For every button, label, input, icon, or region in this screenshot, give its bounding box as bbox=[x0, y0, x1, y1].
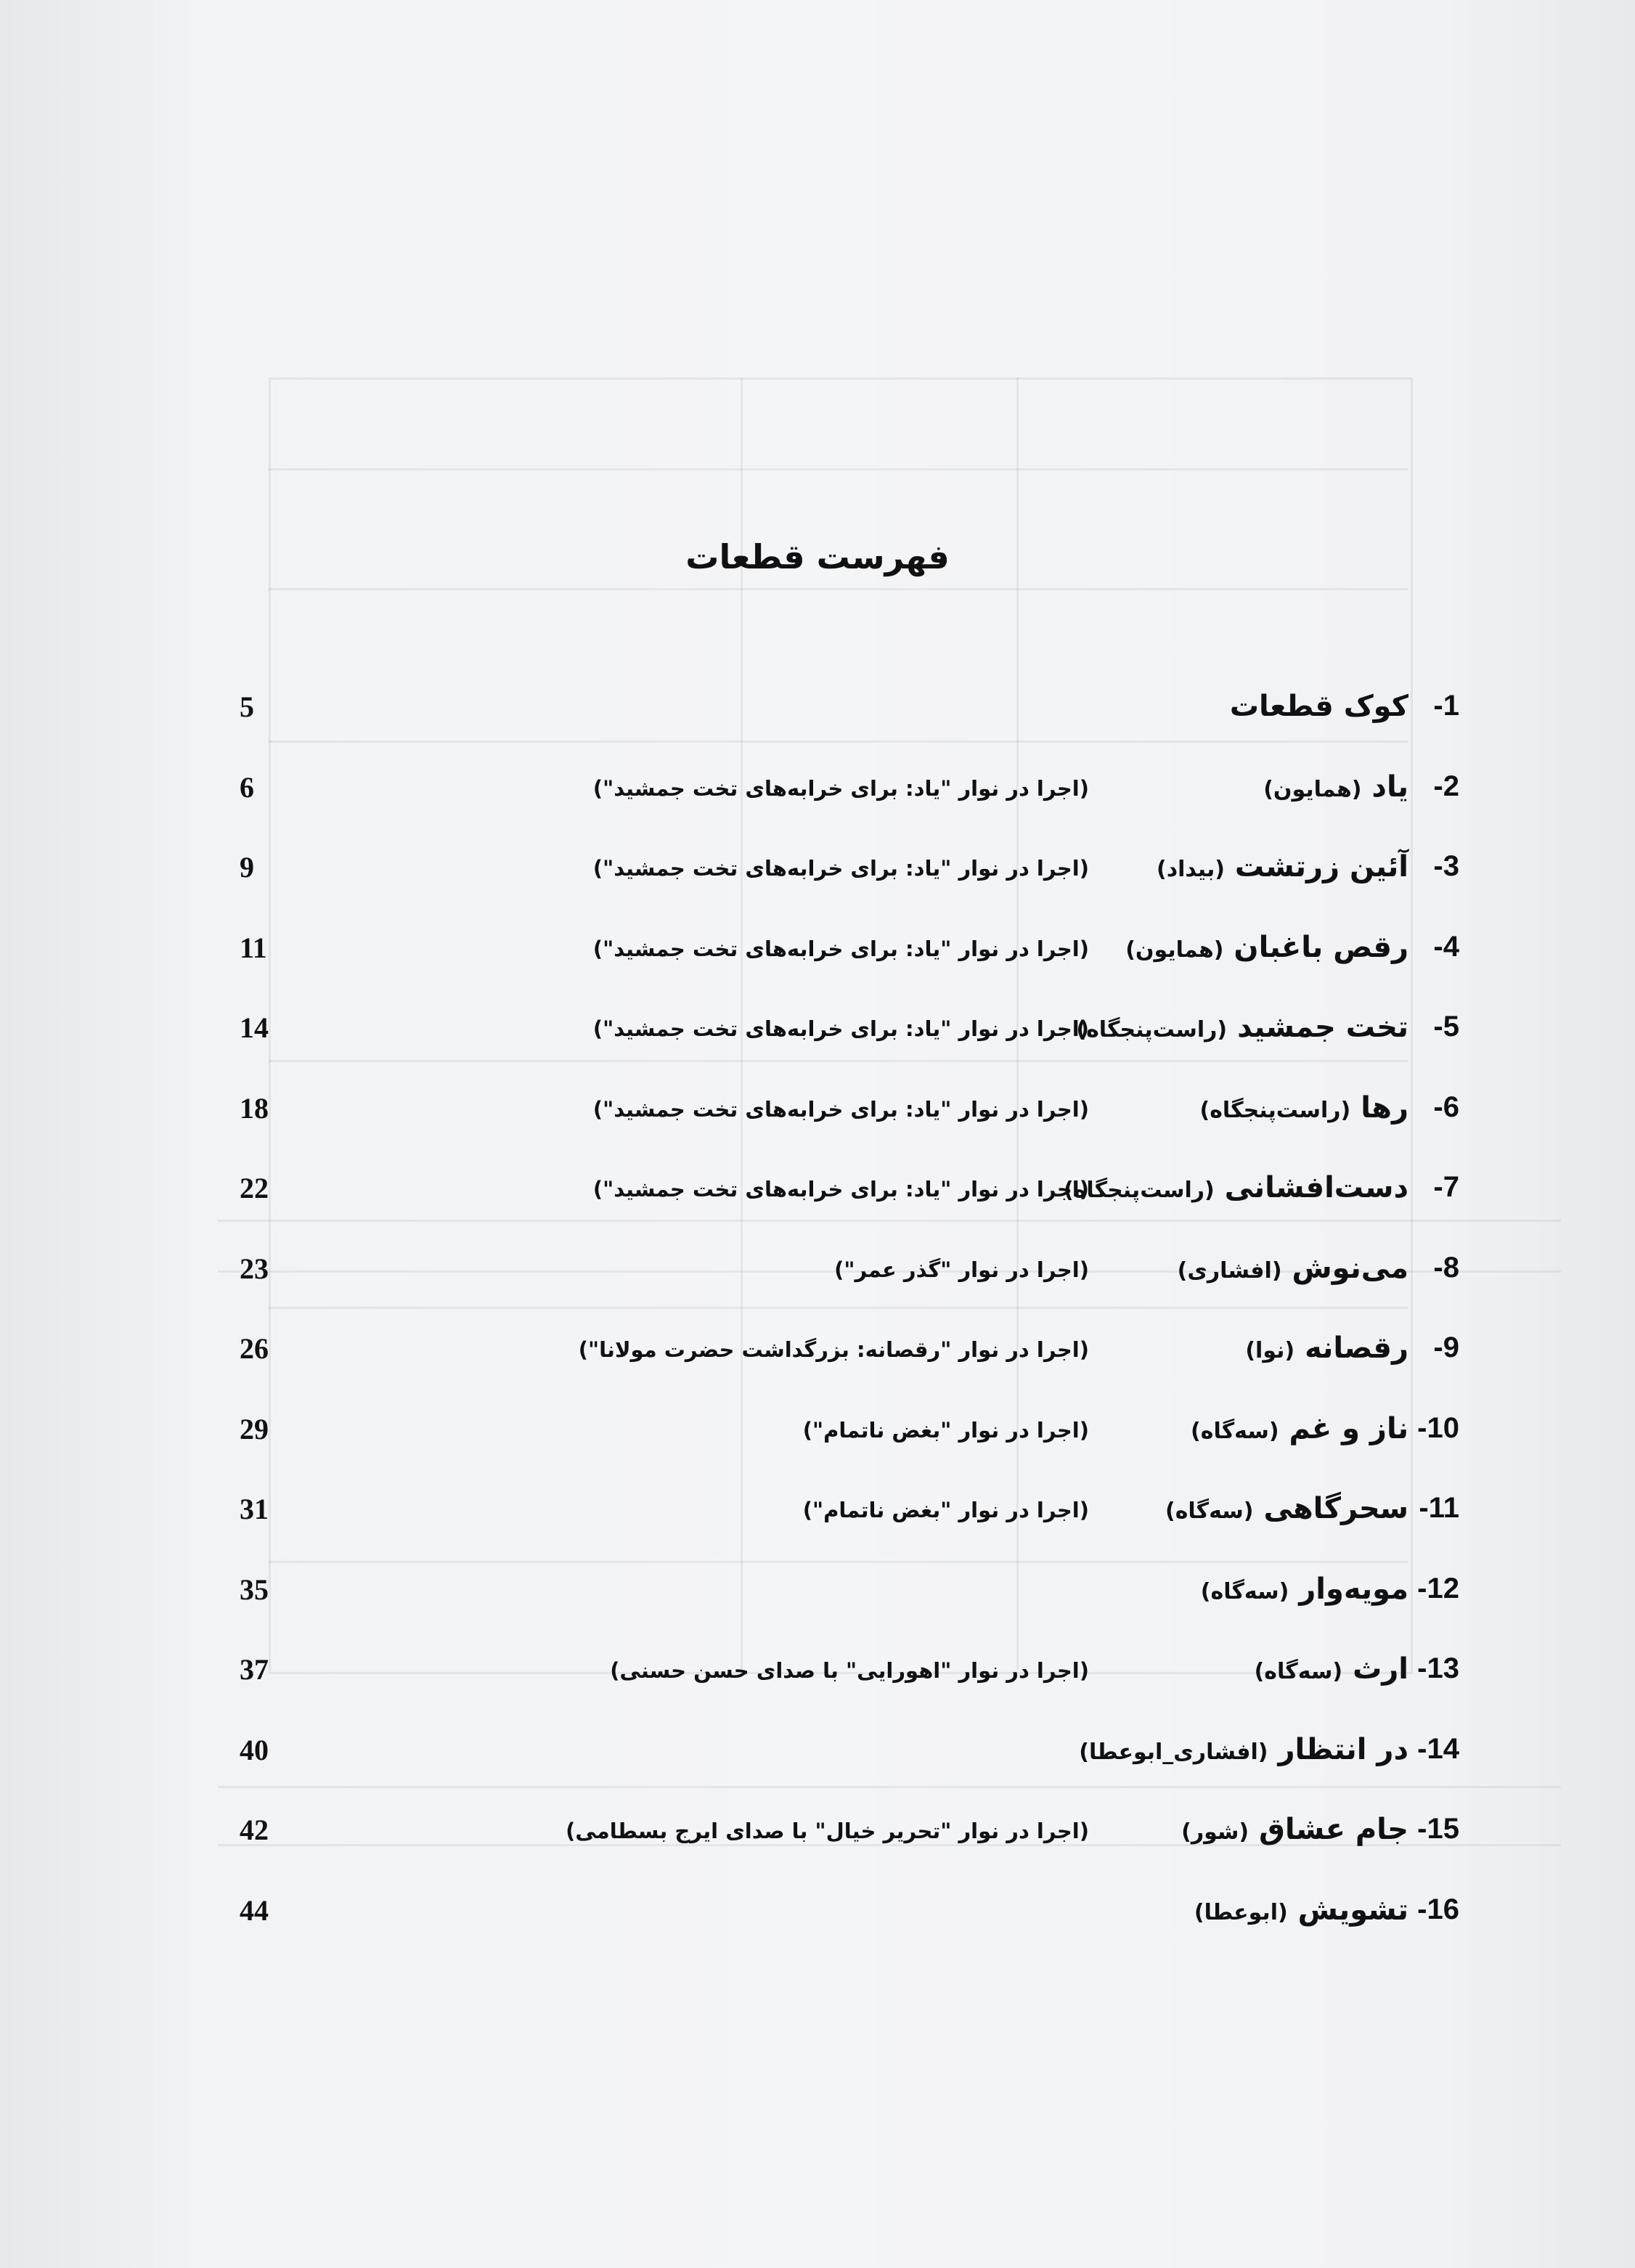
entry-page-number: 29 bbox=[240, 1412, 269, 1445]
entry-mode: (افشاری_ابوعطا) bbox=[1079, 1739, 1268, 1765]
entry-number: 16- bbox=[1417, 1893, 1459, 1925]
entry-number: 1- bbox=[1433, 690, 1459, 722]
show-through-divider bbox=[269, 468, 1408, 470]
toc-entry bbox=[240, 1331, 1459, 1382]
toc-entry bbox=[240, 1171, 1459, 1222]
entry-number: 13- bbox=[1417, 1652, 1459, 1684]
entry-page-number: 35 bbox=[240, 1572, 269, 1606]
entry-number: 12- bbox=[1417, 1572, 1459, 1604]
entry-recording-note: (اجرا در نوار "رقصانه: بزرگداشت حضرت مولانا") bbox=[578, 1337, 1089, 1362]
show-through-staff bbox=[218, 1786, 1561, 1788]
entry-number: 6- bbox=[1433, 1090, 1459, 1123]
entry-recording-note: (اجرا در نوار "یاد: برای خرابه‌های تخت جمشید") bbox=[592, 775, 1089, 801]
entry-recording-note: (اجرا در نوار "یاد: برای خرابه‌های تخت جمشید") bbox=[592, 936, 1089, 961]
entry-number: 14- bbox=[1417, 1732, 1459, 1765]
entry-name: یاد bbox=[1371, 770, 1408, 804]
entry-title bbox=[1178, 1252, 1408, 1285]
toc-entry bbox=[240, 1572, 1459, 1623]
entry-recording-note: (اجرا در نوار "بغض ناتمام") bbox=[802, 1417, 1089, 1443]
entry-number: 2- bbox=[1433, 770, 1459, 802]
entry-page-number: 23 bbox=[240, 1252, 269, 1285]
entry-title bbox=[1201, 1572, 1408, 1606]
entry-mode: (همایون) bbox=[1263, 776, 1362, 802]
entry-number: 5- bbox=[1433, 1011, 1459, 1043]
entry-title bbox=[1194, 1893, 1408, 1927]
entry-number: 15- bbox=[1417, 1813, 1459, 1845]
entry-title bbox=[1181, 1813, 1408, 1846]
toc-entry bbox=[240, 1492, 1459, 1543]
entry-number: 9- bbox=[1433, 1331, 1459, 1363]
entry-mode: (راست‌پنجگاه) bbox=[1063, 1178, 1215, 1203]
entry-recording-note: (اجرا در نوار "یاد: برای خرابه‌های تخت جمشید") bbox=[592, 1096, 1089, 1122]
entry-page-number: 18 bbox=[240, 1091, 269, 1125]
entry-name: ارث bbox=[1353, 1652, 1408, 1686]
entry-title bbox=[1263, 770, 1408, 804]
entry-title bbox=[1079, 1733, 1408, 1766]
entry-mode: (شور) bbox=[1181, 1819, 1249, 1845]
entry-title bbox=[1064, 1171, 1408, 1204]
entry-mode: (سه‌گاه) bbox=[1200, 1578, 1289, 1604]
entry-name: در انتظار bbox=[1278, 1732, 1408, 1766]
entry-recording-note: (اجرا در نوار "بغض ناتمام") bbox=[802, 1498, 1089, 1522]
entry-title bbox=[1191, 1412, 1408, 1445]
entry-name: کوک قطعات bbox=[1229, 690, 1408, 723]
entry-recording-note: (اجرا در نوار "گذر عمر") bbox=[834, 1257, 1089, 1282]
entry-title bbox=[1230, 690, 1408, 723]
entry-number: 10- bbox=[1417, 1411, 1459, 1444]
toc-entry bbox=[240, 770, 1459, 821]
entry-page-number: 26 bbox=[240, 1332, 269, 1365]
entry-title bbox=[1157, 850, 1408, 884]
entry-title bbox=[1165, 1492, 1408, 1525]
entry-mode: (ابوعطا) bbox=[1194, 1899, 1288, 1925]
entry-name: سحرگاهی bbox=[1263, 1492, 1408, 1525]
show-through-divider bbox=[269, 1561, 1408, 1563]
entry-page-number: 37 bbox=[240, 1653, 269, 1686]
entry-name: تخت جمشید bbox=[1237, 1011, 1408, 1044]
entry-page-number: 11 bbox=[240, 931, 267, 964]
entry-name: رقص باغبان bbox=[1234, 930, 1408, 964]
toc-entry bbox=[240, 690, 1459, 741]
entry-page-number: 14 bbox=[240, 1011, 269, 1044]
toc-entry bbox=[240, 1733, 1459, 1784]
entry-page-number: 44 bbox=[240, 1893, 269, 1927]
entry-page-number: 9 bbox=[240, 851, 254, 884]
entry-number: 8- bbox=[1433, 1251, 1459, 1284]
entry-page-number: 31 bbox=[240, 1493, 269, 1525]
toc-entry bbox=[240, 1893, 1459, 1944]
show-through-divider bbox=[269, 741, 1408, 743]
toc-entry bbox=[240, 1813, 1459, 1864]
entry-page-number: 22 bbox=[240, 1172, 269, 1204]
entry-number: 7- bbox=[1433, 1171, 1459, 1203]
toc-entry bbox=[240, 1091, 1459, 1142]
entry-number: 4- bbox=[1433, 930, 1459, 963]
entry-title bbox=[1125, 931, 1408, 964]
entry-mode: (راست‌پنجگاه) bbox=[1199, 1097, 1351, 1123]
toc-entry bbox=[240, 1412, 1459, 1463]
entry-name: جام عشاق bbox=[1259, 1813, 1408, 1846]
entry-page-number: 5 bbox=[240, 690, 254, 723]
entry-mode: (بیداد) bbox=[1157, 857, 1225, 882]
entry-mode: (سه‌گاه) bbox=[1254, 1659, 1343, 1684]
entry-recording-note: (اجرا در نوار "اهورایی" با صدای حسن حسنی) bbox=[610, 1658, 1089, 1683]
toc-entry bbox=[240, 1652, 1459, 1703]
entry-page-number: 42 bbox=[240, 1814, 269, 1846]
toc-entry bbox=[240, 850, 1459, 901]
entry-mode: (افشاری) bbox=[1177, 1257, 1282, 1284]
entry-mode: (همایون) bbox=[1125, 937, 1224, 963]
entry-mode: (سه‌گاه) bbox=[1165, 1498, 1254, 1524]
entry-mode: (راست‌پنجگاه) bbox=[1076, 1017, 1228, 1043]
entry-recording-note: (اجرا در نوار "یاد: برای خرابه‌های تخت جمشید") bbox=[592, 1016, 1089, 1041]
entry-number: 11- bbox=[1419, 1492, 1459, 1524]
entry-name: ناز و غم bbox=[1289, 1411, 1408, 1445]
entry-title bbox=[1076, 1011, 1408, 1044]
show-through-divider bbox=[269, 588, 1408, 590]
toc-entry bbox=[240, 931, 1459, 982]
entry-mode: (سه‌گاه) bbox=[1191, 1418, 1279, 1444]
show-through-divider bbox=[269, 1307, 1408, 1309]
entry-name: تشویش bbox=[1297, 1893, 1408, 1927]
toc-entry bbox=[240, 1011, 1459, 1061]
entry-title bbox=[1245, 1331, 1408, 1365]
entry-recording-note: (اجرا در نوار "یاد: برای خرابه‌های تخت جمشید") bbox=[592, 856, 1089, 881]
entry-name: می‌نوش bbox=[1292, 1251, 1408, 1285]
entry-name: رقصانه bbox=[1305, 1331, 1408, 1365]
entry-recording-note: (اجرا در نوار "یاد: برای خرابه‌های تخت جمشید") bbox=[592, 1177, 1089, 1202]
entry-name: دست‌افشانی bbox=[1224, 1171, 1408, 1204]
entry-title bbox=[1255, 1652, 1408, 1686]
entry-title bbox=[1199, 1091, 1408, 1125]
entry-page-number: 40 bbox=[240, 1733, 269, 1766]
entry-name: آئین زرتشت bbox=[1234, 850, 1408, 884]
entry-mode: (نوا) bbox=[1245, 1338, 1295, 1363]
entry-recording-note: (اجرا در نوار "تحریر خیال" با صدای ایرج بسطامی) bbox=[566, 1819, 1089, 1843]
page-title: فهرست قطعات bbox=[685, 537, 950, 576]
entry-name: مویه‌وار bbox=[1299, 1572, 1408, 1606]
entry-number: 3- bbox=[1433, 850, 1459, 882]
toc-entry bbox=[240, 1252, 1459, 1302]
entry-name: رها bbox=[1361, 1090, 1408, 1125]
entry-page-number: 6 bbox=[240, 770, 254, 804]
